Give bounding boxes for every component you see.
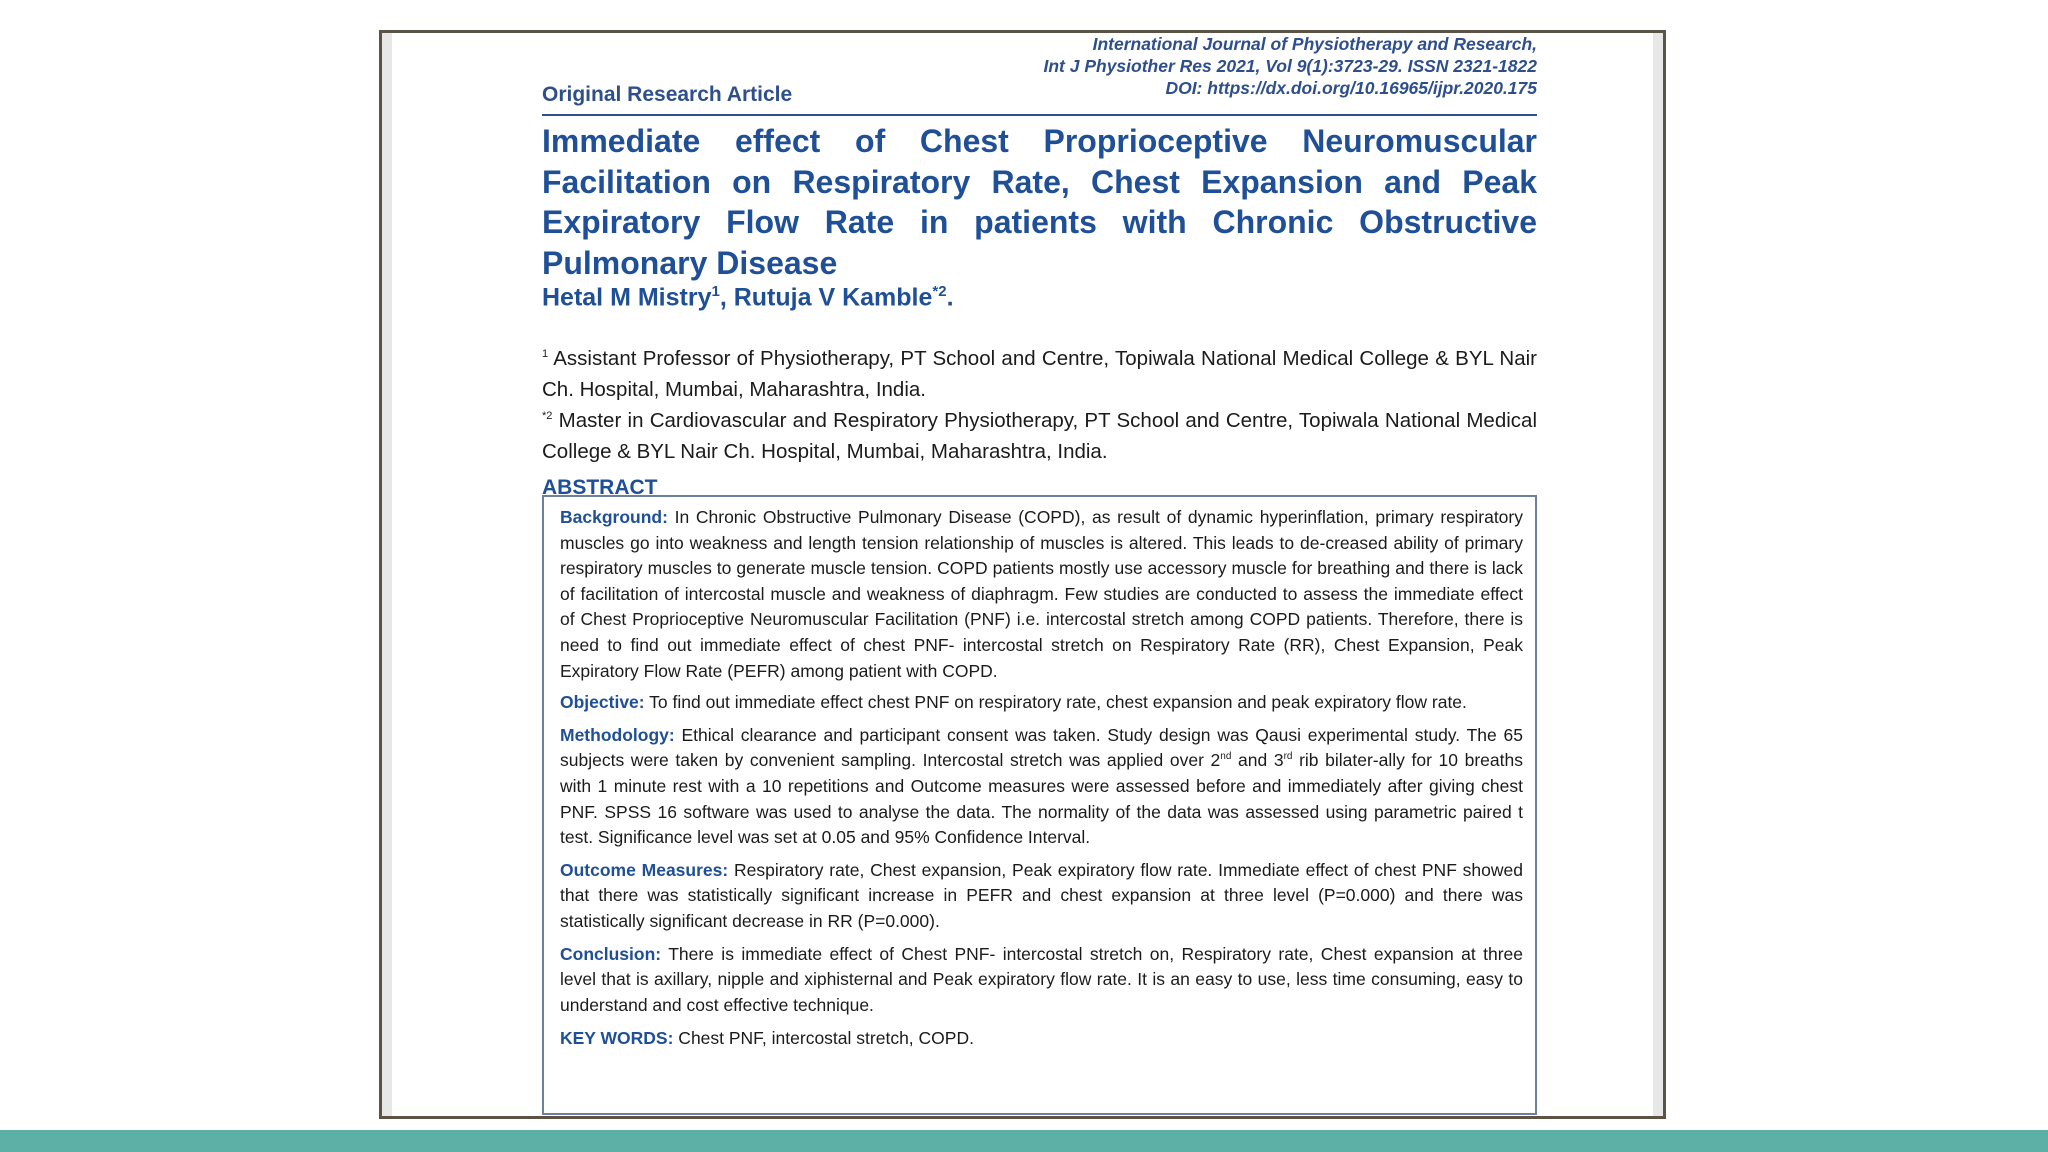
author-2-affil-marker: *2 — [932, 283, 947, 300]
author-list-end: . — [946, 283, 954, 312]
affiliation-1-text: Assistant Professor of Physiotherapy, PT School and Centre, Topiwala National Medical College & BYL Nair Ch. Hospital, Mumbai, Maharashtra, India. — [542, 346, 1537, 401]
outcome-text: Respiratory rate, Chest expansion, Peak expiratory flow rate. Immediate effect of chest PNF showed that there was statistically significant increase in PEFR and chest expansion at three level (P=0.000) and there was statistically significant decrease in RR (P=0.000). — [560, 859, 1523, 931]
author-list — [542, 283, 954, 312]
methodology-text-2: and 3 — [1231, 750, 1284, 771]
journal-citation: Int J Physiother Res 2021, Vol 9(1):3723-29. ISSN 2321-1822 — [1043, 56, 1537, 76]
conclusion-text: There is immediate effect of Chest PNF- intercostal stretch on, Respiratory rate, Chest expansion at three level that is axillary, nipple and xiphisternal and Peak expiratory flow rate. It is an easy to use, less time consuming, easy to understand and cost effective technique. — [560, 943, 1523, 1015]
objective-label: Objective: — [560, 692, 645, 713]
author-1-affil-marker: 1 — [711, 283, 720, 300]
header-rule — [542, 114, 1537, 116]
affiliation-1 — [542, 339, 1537, 405]
methodology-sup-nd: nd — [1220, 751, 1232, 763]
author-1[interactable]: Hetal M Mistry — [542, 283, 712, 312]
slide-bottom-bar — [0, 1130, 2048, 1152]
page-shadow-left — [382, 33, 392, 1116]
abstract-methodology — [560, 723, 1523, 851]
background-text: In Chronic Obstructive Pulmonary Disease (COPD), as result of dynamic hyperinflation, primary respiratory muscles go into weakness and length tension relationship of muscles is altered. This leads to de-creased ability of primary respiratory muscles to generate muscle tension. COPD patients mostly use accessory muscle for breathing and there is lack of facilitation of intercostal muscle and weakness of diaphragm. Few studies are conducted to assess the immediate effect of Chest Proprioceptive Neuromuscular Facilitation (PNF) i.e. intercostal stretch among COPD patients. Therefore, there is need to find out immediate effect of chest PNF- intercostal stretch on Respiratory Rate (RR), Chest Expansion, Peak Expiratory Flow Rate (PEFR) among patient with COPD. — [560, 507, 1523, 681]
paper-page — [542, 33, 1537, 1049]
abstract-keywords — [560, 1026, 1523, 1052]
background-label: Background: — [560, 507, 668, 527]
page-shadow-right — [1653, 33, 1663, 1116]
methodology-text-1: Ethical clearance and participant consent was taken. Study design was Qausi experimental study. The 65 subjects were taken by convenient sampling. Intercostal stretch was applied over 2 — [560, 724, 1523, 771]
objective-text: To find out immediate effect chest PNF on respiratory rate, chest expansion and peak expiratory flow rate. — [644, 692, 1467, 713]
abstract-box — [542, 495, 1537, 1115]
article-type: Original Research Article — [542, 83, 793, 106]
abstract-outcome-measures — [560, 858, 1523, 935]
affiliation-2 — [542, 401, 1537, 467]
doi-link[interactable]: https://dx.doi.org/10.16965/ijpr.2020.175 — [1207, 78, 1537, 98]
abstract-objective — [560, 690, 1523, 716]
paper-title: Immediate effect of Chest Proprioceptive Neuromuscular Facilitation on Respiratory Rate, Chest Expansion and Peak Expiratory Flow Rate in patients with Chronic Obstructive Pulmonary Disease — [542, 123, 1537, 281]
keywords-label: KEY WORDS: — [560, 1028, 674, 1049]
affiliation-2-text: Master in Cardiovascular and Respiratory Physiotherapy, PT School and Centre, Topiwala National Medical College & BYL Nair Ch. Hospital, Mumbai, Maharashtra, India. — [542, 408, 1537, 463]
abstract-conclusion — [560, 942, 1523, 1019]
affiliation-2-marker: *2 — [542, 410, 553, 422]
abstract-heading: ABSTRACT — [542, 476, 658, 499]
outcome-label: Outcome Measures: — [560, 859, 729, 880]
author-separator: , — [719, 283, 734, 312]
methodology-sup-rd: rd — [1283, 751, 1293, 763]
methodology-text-3: rib bilater-ally for 10 breaths with 1 minute rest with a 10 repetitions and Outcome measures were assessed before and immediately after giving chest PNF. SPSS 16 software was used to analyse the data. The normality of the data was assessed using parametric paired t test. Significance level was set at 0.05 and 95% Confidence Interval. — [560, 750, 1523, 848]
slide-frame — [379, 30, 1666, 1119]
abstract-background — [560, 505, 1523, 684]
keywords-text: Chest PNF, intercostal stretch, COPD. — [673, 1028, 974, 1049]
author-2[interactable]: Rutuja V Kamble — [733, 283, 933, 312]
conclusion-label: Conclusion: — [560, 943, 662, 964]
methodology-label: Methodology: — [560, 724, 675, 745]
journal-name: International Journal of Physiotherapy and Research, — [1092, 34, 1537, 54]
affiliation-1-marker: 1 — [542, 348, 549, 360]
doi-label: DOI: — [1165, 78, 1203, 98]
